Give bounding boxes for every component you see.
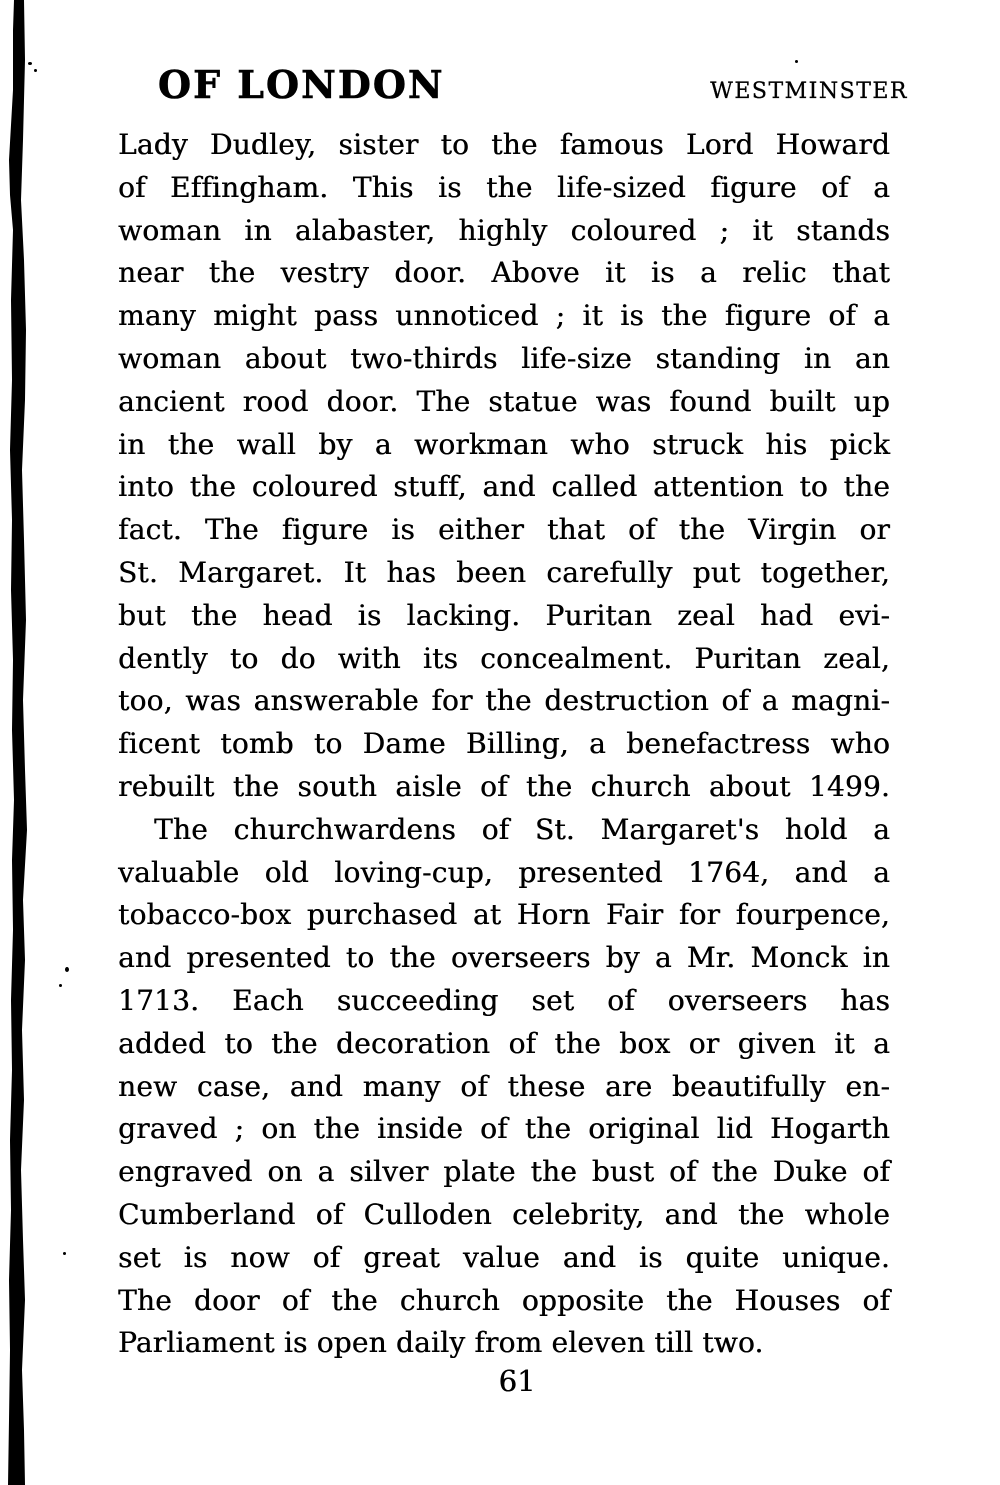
text-line: ficent tomb to Dame Billing, a benefactress who — [118, 727, 890, 761]
text-line: 1713. Each succeeding set of overseers has — [118, 983, 890, 1017]
text-line: dently to do with its concealment. Puritan zeal, — [118, 641, 890, 675]
text-line: tobacco-box purchased at Horn Fair for fourpence, — [118, 898, 890, 932]
ink-speck — [63, 1252, 66, 1255]
text-line: but the head is lacking. Puritan zeal had evi- — [118, 598, 890, 632]
text-line: woman about two-thirds life-size standing in an — [118, 341, 890, 375]
page-title: OF LONDON — [158, 62, 445, 107]
running-head-right: WESTMINSTER — [710, 79, 908, 104]
text-line: woman in alabaster, highly coloured ; it stands — [118, 213, 890, 247]
text-line: in the wall by a workman who struck his pick — [118, 427, 890, 461]
text-line: set is now of great value and is quite unique. — [118, 1240, 890, 1274]
text-line: into the coloured stuff, and called attention to the — [118, 470, 890, 504]
text-line: added to the decoration of the box or given it a — [118, 1026, 890, 1060]
text-line: Lady Dudley, sister to the famous Lord Howard — [118, 128, 890, 161]
text-line: The churchwardens of St. Margaret's hold a — [154, 812, 890, 846]
text-line: near the vestry door. Above it is a relic that — [118, 256, 890, 290]
ink-speck — [28, 62, 32, 65]
text-line: valuable old loving-cup, presented 1764, and a — [118, 855, 890, 889]
text-line: and presented to the overseers by a Mr. Monck in — [118, 941, 890, 975]
text-line: Cumberland of Culloden celebrity, and the whole — [118, 1197, 890, 1231]
ink-speck — [65, 967, 69, 972]
text-line: ancient rood door. The statue was found built up — [118, 384, 890, 418]
text-line: engraved on a silver plate the bust of the Duke of — [118, 1155, 890, 1189]
text-line: of Effingham. This is the life-sized figure of a — [118, 170, 890, 204]
page-number: 61 — [498, 1364, 536, 1398]
page-body — [118, 124, 890, 1365]
text-line: The door of the church opposite the Houses of — [118, 1283, 890, 1317]
text-line: too, was answerable for the destruction of a magni- — [118, 684, 890, 718]
binding-edge-artifact — [0, 0, 34, 1485]
ink-speck — [795, 60, 798, 63]
text-line: St. Margaret. It has been carefully put together, — [118, 555, 890, 589]
text-line: fact. The figure is either that of the Virgin or — [118, 513, 890, 547]
text-line: rebuilt the south aisle of the church about 1499. — [118, 769, 890, 803]
text-line: Parliament is open daily from eleven till two. — [118, 1326, 764, 1360]
ink-speck — [59, 984, 62, 987]
running-header — [118, 62, 908, 107]
text-line: graved ; on the inside of the original lid Hogarth — [118, 1112, 890, 1146]
ink-speck — [34, 69, 37, 72]
text-line: many might pass unnoticed ; it is the figure of a — [118, 299, 890, 333]
text-line: new case, and many of these are beautifully en- — [118, 1069, 890, 1103]
